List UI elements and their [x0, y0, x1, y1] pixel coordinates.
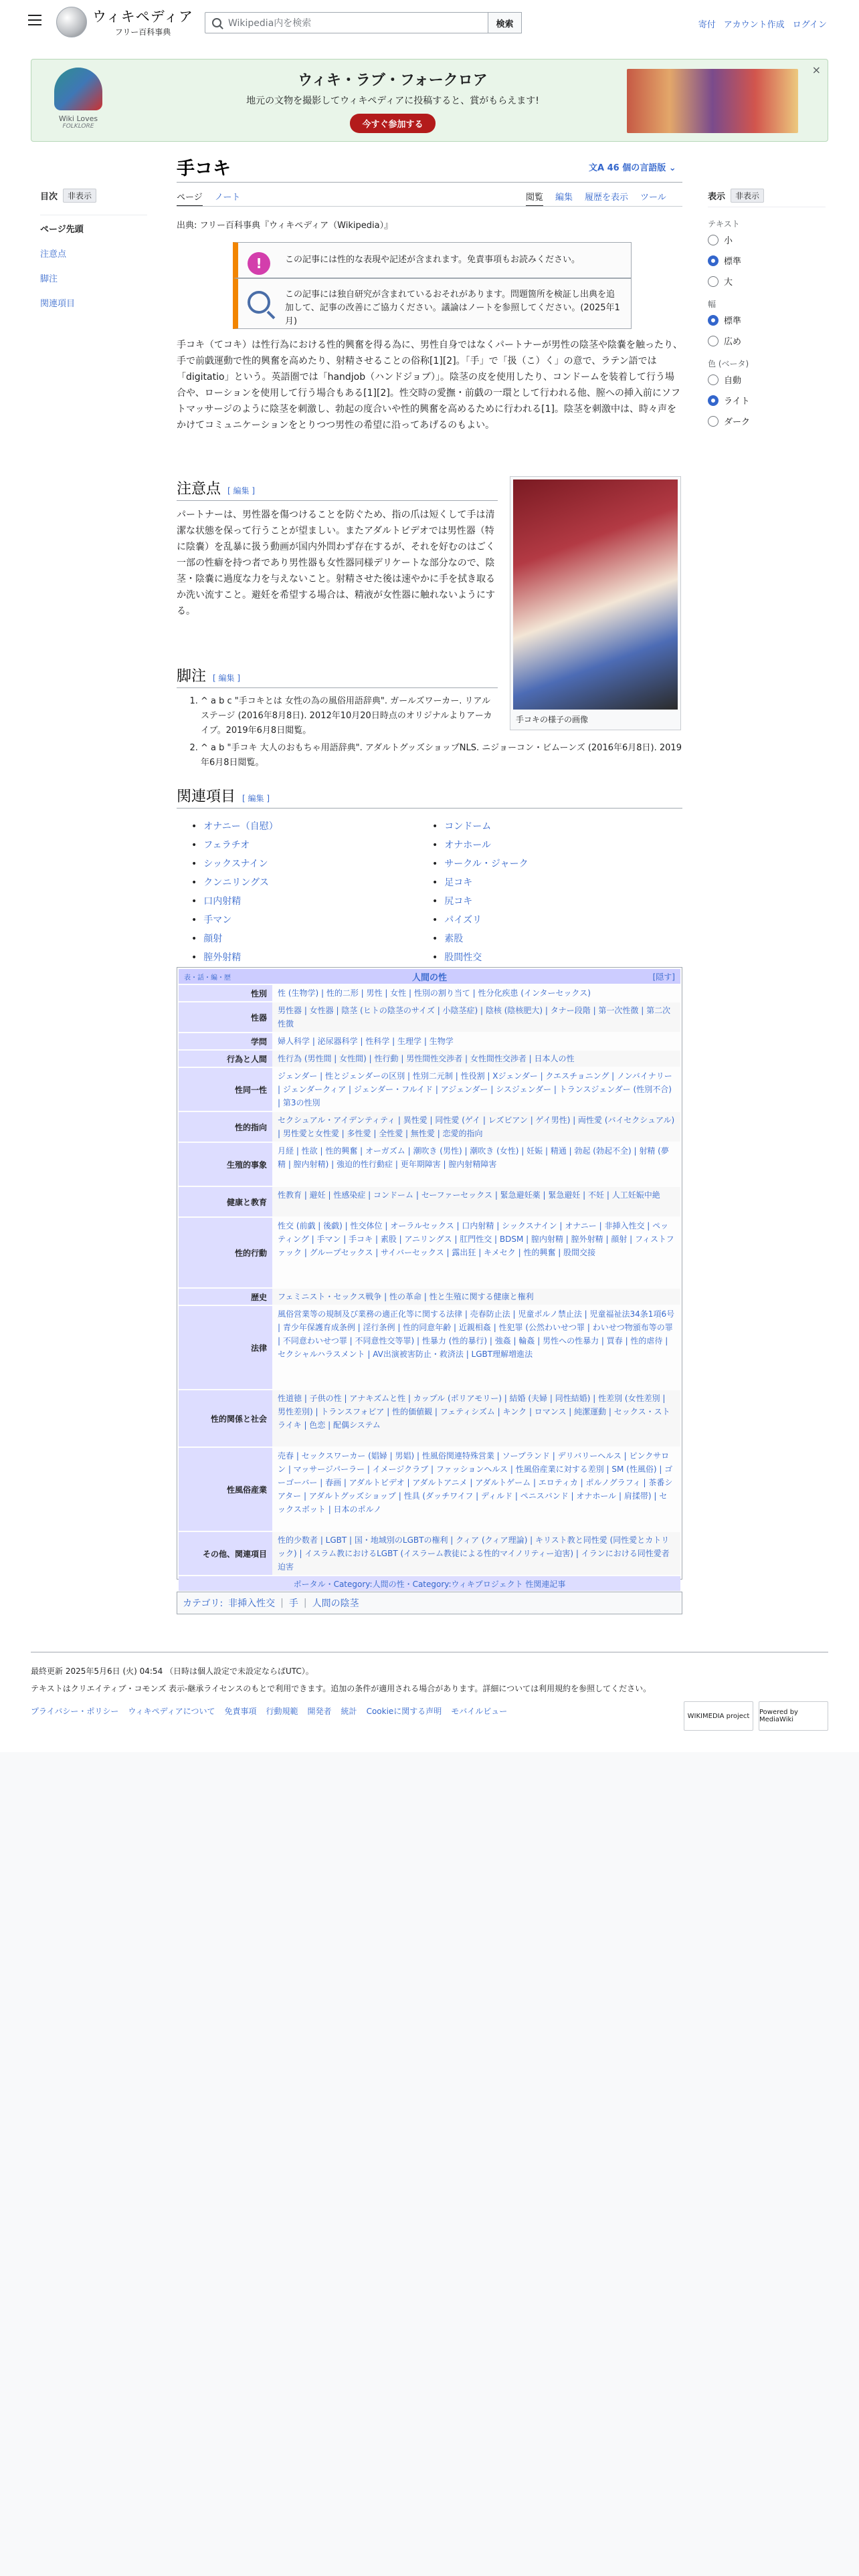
footer-link[interactable]: 開発者	[307, 1707, 332, 1716]
navbox-list[interactable]: 男性器 | 女性器 | 陰茎 (ヒトの陰茎のサイズ | 小陰茎症) | 陰核 (陰核肥大) | タナー段階 | 第一次性徴 | 第二次性徴	[272, 1002, 680, 1032]
article-figure	[510, 476, 681, 730]
footer-link[interactable]: 統計	[341, 1707, 357, 1716]
wikimedia-badge[interactable]: WIKIMEDIA project	[684, 1701, 753, 1731]
navbox-title[interactable]: 人間の性	[411, 972, 447, 983]
notice-original-research	[233, 278, 632, 329]
wlf-logo	[45, 68, 112, 134]
section-heading-references	[177, 665, 240, 685]
list-item[interactable]: • 尻コキ	[432, 892, 673, 911]
intro-paragraph: 手コキ（てコキ）は性行為における性的興奮を得る為に、男性自身ではなくパートナーが男性の陰茎や陰嚢を触ったり、手で前戯運動で性的興奮を高めたり、射精させることの俗称[1][2]。「手」で「扱（こ）く」の意で、ラテン語では「digitatio」という。英語圏では「handjob（ハンドジョブ）」。陰茎の皮を使用したり、コンドームを装着して行う場合や、ローションを使用して行う場合もある[1][2]。性交時の愛撫・前戯の一環として行われる他、膣への挿入前にソフトマッサージのように陰茎を刺激し、勃起の度合いや性的興奮を高めるために行われる[1]。陰茎を刺激中は、時々声をかけてコミュニケーションをとりつつ男性の希望に沿ってあげるのもよい。	[177, 340, 682, 431]
notes-divider	[177, 500, 498, 501]
create-account-link[interactable]: アカウント作成	[723, 20, 785, 30]
radio-label: ライト	[724, 397, 750, 407]
search-input[interactable]	[205, 12, 488, 33]
navbox-list[interactable]: 性交 (前戯 | 後戯) | 性交体位 | オーラルセックス | 口内射精 | シックスナイン | オナニー | 非挿入性交 | ペッティング | 手マン | 手コキ | 素股 | アニリングス | 肛門性交 | BDSM | 膣内射精 | 膣外射精 | 顔射 | フィストファック | グループセックス | サイバーセックス | 露出狂 | キメセク | 性的興奮 | 股間交接	[278, 1221, 674, 1257]
color-light[interactable]	[708, 394, 826, 407]
radio-label: 小	[724, 236, 733, 246]
site-logo[interactable]	[56, 6, 193, 37]
list-item[interactable]: • オナホール	[432, 836, 673, 855]
list-item[interactable]: • 顔射	[191, 930, 432, 948]
wlf-logo-sub: FOLKLORE	[62, 123, 94, 130]
footer-badges	[684, 1701, 828, 1731]
width-wide[interactable]	[708, 334, 826, 347]
tab-history[interactable]: 履歴を表示	[585, 193, 629, 203]
navbox-group: 歴史	[179, 1289, 272, 1305]
radio-label: 標準	[724, 316, 742, 326]
toc-item-related[interactable]: 関連項目	[40, 299, 76, 309]
reference-list	[201, 694, 682, 773]
list-item[interactable]: • 股間性交	[432, 948, 673, 967]
section-heading-notes	[177, 477, 255, 498]
navbox-group: 健康と教育	[179, 1187, 272, 1216]
color-label: 色 (ベータ)	[708, 359, 749, 368]
tab-read[interactable]: 閲覧	[526, 190, 543, 207]
width-label: 幅	[708, 300, 717, 309]
radio-label: 自動	[724, 376, 742, 386]
notice-sexual-content	[233, 242, 632, 278]
warning-icon: !	[248, 252, 270, 275]
radio-selected-icon	[708, 315, 719, 326]
search-icon	[212, 18, 221, 27]
references-divider	[177, 687, 498, 688]
radio-selected-icon	[708, 395, 719, 406]
footer-link[interactable]: Cookieに関する声明	[366, 1707, 442, 1716]
notice-sexual-text: この記事には性的な表現や記述が含まれます。免責事項もお読みください。	[285, 255, 580, 265]
tab-edit[interactable]: 編集	[555, 193, 573, 203]
navbox-list[interactable]: フェミニスト・セックス戦争 | 性の革命 | 性と生殖に関する健康と権利	[272, 1289, 680, 1305]
radio-icon	[708, 235, 719, 245]
wikipedia-globe-icon	[56, 7, 87, 37]
wlf-heart-icon	[54, 68, 102, 110]
footer-link[interactable]: ウィキペディアについて	[128, 1707, 215, 1716]
navbox-list[interactable]: 性 (生物学) | 性的二形 | 男性 | 女性 | 性別の割り当て | 性分化疾患 (インターセックス)	[278, 988, 591, 998]
category-item[interactable]: 人間の陰茎	[312, 1598, 359, 1609]
list-item[interactable]: • 足コキ	[432, 873, 673, 892]
reference-item: 2. ^ a b "手コキ 大人のおもちゃ用語辞典". アダルトグッズショップNLS. ニジョーコン・ビムーンズ (2016年6月8日). 2019年6月8日閲覧。	[201, 741, 682, 770]
navbox-vde-links[interactable]: 表・話・編・歴	[184, 974, 231, 982]
list-item[interactable]: • サークル・ジャーク	[432, 855, 673, 873]
navbox-group[interactable]: 性風俗産業	[179, 1448, 272, 1531]
navbox-title-bar	[179, 969, 680, 984]
text-size-standard[interactable]	[708, 254, 826, 267]
language-selector[interactable]: 文A 46 個の言語版 ⌄	[589, 163, 676, 173]
categories-label[interactable]: カテゴリ:	[183, 1598, 223, 1609]
toc-hide-button[interactable]: 非表示	[63, 189, 96, 203]
banner-join-button[interactable]: 今すぐ参加する	[350, 114, 435, 133]
navbox-list[interactable]: 売春 | セックスワーカー (娼婦 | 男娼) | 性風俗関連特殊営業 | ソープランド | デリバリーヘルス | ピンクサロン | マッサージパーラー | イメージクラブ | ファッションヘルス | 性風俗産業に対する差別 | SM (性風俗) | ゴーゴーバー | 春画 | アダルトビデオ | アダルトアニメ | アダルトゲーム | エロティカ | ポルノグラフィ | 茶番シアター | アダルトグッズショップ | 性具 (ダッチワイフ | ディルド | ペニスバンド | オナホール | 肩揉帯) | セックスボット | 日本のポルノ	[278, 1451, 673, 1514]
notes-heading-text: 注意点	[177, 481, 221, 498]
list-item[interactable]: • オナニー（自慰）	[191, 817, 432, 836]
navbox-list[interactable]: 性的少数者 | LGBT | 国・地域別のLGBTの権利 | クィア (クィア理論) | キリスト教と同性愛 (同性愛とカトリック) | イスラム教におけるLGBT (イスラーム教徒による性的マイノリティー迫害) | イランにおける同性愛者迫害	[272, 1532, 680, 1575]
menu-icon[interactable]	[28, 15, 41, 25]
banner-title: ウィキ・ラブ・フォークロア	[298, 72, 488, 89]
radio-icon	[708, 276, 719, 287]
navbox-group[interactable]: 性的指向	[179, 1112, 272, 1142]
color-auto[interactable]	[708, 373, 826, 386]
tabs-divider	[177, 206, 682, 207]
section-heading-related	[177, 785, 270, 806]
edit-section-link[interactable]: [ 編集 ]	[213, 673, 241, 683]
footer-link[interactable]: 行動規範	[266, 1707, 298, 1716]
navbox-list[interactable]: 婦人科学 | 泌尿器科学 | 性科学 | 生理学 | 生物学	[278, 1037, 454, 1046]
navbox-group[interactable]: 性器	[179, 1002, 272, 1032]
navbox-group[interactable]: 学問	[179, 1033, 272, 1049]
footer-links	[31, 1705, 507, 1717]
navbox-group[interactable]: 生殖的事象	[179, 1143, 272, 1186]
logo-title: ウィキペディア	[92, 9, 194, 25]
user-links	[698, 17, 827, 30]
list-item[interactable]: • 素股	[432, 930, 673, 948]
appearance-panel	[708, 189, 826, 435]
navbox-group: 性的関係と社会	[179, 1390, 272, 1446]
related-divider	[177, 808, 682, 809]
navbox-footer[interactable]: ポータル・Category:人間の性・Category:ウィキプロジェクト 性関連記事	[179, 1576, 680, 1591]
list-item[interactable]: • クンニリングス	[191, 873, 432, 892]
navbox-list[interactable]: セクシュアル・アイデンティティ | 異性愛 | 同性愛 (ゲイ | レズビアン | ゲイ男性) | 両性愛 (バイセクシュアル) | 男性愛と女性愛 | 多性愛 | 全性愛 | 無性愛 | 恋愛的指向	[272, 1112, 680, 1142]
color-dark[interactable]	[708, 415, 826, 427]
tab-page[interactable]: ページ	[177, 190, 203, 207]
list-item[interactable]: • シックスナイン	[191, 855, 432, 873]
text-size-large[interactable]	[708, 275, 826, 288]
appearance-hide-button[interactable]: 非表示	[731, 189, 764, 203]
navbox-list[interactable]: 風俗営業等の規制及び業務の適正化等に関する法律 | 売春防止法 | 児童ポルノ禁止法 | 児童福祉法34条1項6号 | 青少年保護育成条例 | 淫行条例 | 性的同意年齢 | 近親相姦 | 性犯罪 (公然わいせつ罪 | わいせつ物頒布等の罪 | 不同意わいせつ罪 | 不同意性交等罪) | 性暴力 (性的暴行) | 強姦 | 輪姦 | 男性への性暴力 | 買春 | 性的虐待 | セクシャルハラスメント | AV出演被害防止・救済法 | LGBT理解増進法	[278, 1309, 675, 1359]
references-heading-text: 脚注	[177, 668, 207, 685]
magnifier-icon	[248, 291, 270, 314]
radio-label: 標準	[724, 257, 742, 267]
logo-subtitle: フリー百科事典	[114, 27, 171, 37]
notes-paragraph: パートナーは、男性器を傷つけることを防ぐため、指の爪は短くして手は清潔な状態を保って行うことが望ましい。またアダルトビデオでは男性器（特に陰嚢）を乱暴に扱う動画が国内外問わず存在するが、それを好むのはごく一部の性癖を持つ者であり男性器も女性器同様デリケートな部分なので、陰茎・陰嚢に過度な力を与えないこと。射精させた後は速やかに手を拭き取るか洗い流すこと。避妊を希望する場合は、精液が女性器に触れないようにする。	[177, 510, 495, 617]
reference-item: 1. ^ a b c "手コキとは 女性の為の風俗用語辞典". ガールズワーカー. リアルステージ (2016年8月8日). 2012年10月20日時点のオリジナルよりアーカイブ。2019年6月8日閲覧。	[201, 694, 495, 738]
tab-talk[interactable]: ノート	[214, 193, 241, 203]
navbox-group[interactable]: 性別	[179, 985, 272, 1001]
list-item[interactable]: • パイズリ	[432, 911, 673, 930]
radio-label: 大	[724, 278, 733, 288]
login-link[interactable]: ログイン	[792, 20, 827, 30]
radio-label: 広め	[724, 337, 742, 347]
site-sub: 出典: フリー百科事典『ウィキペディア（Wikipedia）』	[177, 221, 393, 231]
width-standard[interactable]	[708, 314, 826, 326]
toc-item-references[interactable]: 脚注	[40, 274, 58, 284]
navbox-group[interactable]: 性同一性	[179, 1068, 272, 1111]
navbox-hide-button[interactable]: [隠す]	[652, 972, 675, 982]
site-header	[0, 0, 859, 44]
list-item[interactable]: • 膣外射精	[191, 948, 432, 967]
radio-icon	[708, 416, 719, 427]
mediawiki-badge[interactable]: Powered by MediaWiki	[759, 1701, 828, 1731]
donate-link[interactable]: 寄付	[698, 20, 716, 30]
category-links: カテゴリ: 非挿入性交 | 手 | 人間の陰茎	[177, 1592, 682, 1614]
edit-section-link[interactable]: [ 編集 ]	[242, 794, 270, 803]
text-size-small[interactable]	[708, 233, 826, 246]
radio-icon	[708, 374, 719, 385]
appearance-title: 表示	[708, 192, 726, 202]
table-of-contents	[40, 189, 147, 321]
navbox-list[interactable]: 性教育 | 避妊 | 性感染症 | コンドーム | セーファーセックス | 緊急避妊薬 | 緊急避妊 | 不妊 | 人工妊娠中絶	[272, 1187, 680, 1216]
navbox-group: 性的行動	[179, 1218, 272, 1287]
radio-selected-icon	[708, 255, 719, 266]
category-item[interactable]: 非挿入性交	[228, 1598, 276, 1609]
article-image[interactable]	[513, 479, 678, 710]
navbox-list[interactable]: 性行為 (男性間 | 女性間) | 性行動 | 男性間性交渉者 | 女性間性交渉者 | 日本人の性	[272, 1051, 680, 1067]
view-tabs	[526, 190, 666, 207]
radio-icon	[708, 336, 719, 346]
toc-item-top[interactable]: ページ先頭	[40, 225, 84, 235]
tab-tools[interactable]: ツール	[640, 193, 666, 203]
namespace-tabs	[177, 190, 240, 207]
list-item[interactable]: • フェラチオ	[191, 836, 432, 855]
wlf-logo-text: Wiki Loves	[58, 114, 98, 123]
footer-link[interactable]: プライバシー・ポリシー	[31, 1707, 119, 1716]
related-heading-text: 関連項目	[177, 788, 236, 805]
toc-title: 目次	[40, 192, 58, 202]
figure-caption: 手コキの様子の画像	[516, 715, 589, 724]
search-button[interactable]: 検索	[488, 12, 522, 33]
banner-photo-collage	[627, 69, 798, 133]
navbox-group: その他、関連項目	[179, 1532, 272, 1575]
navbox-group: 行為と人間	[179, 1051, 272, 1067]
navbox-list[interactable]: 月経 | 性欲 | 性的興奮 | オーガズム | 潮吹き (男性) | 潮吹き (女性) | 妊娠 | 精通 | 勃起 (勃起不全) | 射精 (夢精 | 膣内射精) | 強迫的性行動症 | 更年期障害 | 膣内射精障害	[278, 1146, 669, 1169]
text-size-label: テキスト	[708, 219, 740, 229]
navbox-group: 法律	[179, 1306, 272, 1389]
navbox-human-sexuality	[177, 967, 682, 1589]
campaign-banner	[31, 59, 828, 142]
navbox-list[interactable]: 性道徳 | 子供の性 | アナキズムと性 | カップル (ポリアモリー) | 結婚 (夫婦 | 同性結婚) | 性差別 (女性差別 | 男性差別) | トランスフォビア | 性的価値観 | フェティシズム | キンク | ロマンス | 純潔運動 | セックス・ストライキ | 色恋 | 配偶システム	[272, 1390, 680, 1446]
category-item[interactable]: 手	[288, 1598, 298, 1609]
language-count: 46 個の言語版	[607, 163, 666, 173]
toc-item-notes[interactable]: 注意点	[40, 249, 67, 259]
radio-label: ダーク	[724, 417, 751, 427]
close-icon[interactable]: ×	[812, 64, 821, 76]
title-divider	[177, 182, 682, 183]
related-list	[191, 817, 673, 967]
page-title: 手コキ	[177, 158, 231, 179]
search-form	[205, 12, 522, 33]
search-placeholder: Wikipedia内を検索	[228, 18, 312, 29]
notice-research-text: この記事には独自研究が含まれているおそれがあります。問題箇所を検証し出典を追加して、記事の改善にご協力ください。議論はノートを参照してください。(2025年1月)	[285, 290, 620, 326]
footer-link[interactable]: モバイルビュー	[451, 1707, 508, 1716]
edit-section-link[interactable]: [ 編集 ]	[227, 486, 256, 496]
last-modified: 最終更新 2025年5月6日 (火) 04:54 （日時は個人設定で未設定ならばUTC）。	[31, 1667, 314, 1676]
list-item[interactable]: • 口内射精	[191, 892, 432, 911]
license-text: テキストはクリエイティブ・コモンズ 表示-継承ライセンスのもとで利用できます。追加の条件が適用される場合があります。詳細については利用規約を参照してください。	[31, 1684, 652, 1693]
footer-link[interactable]: 免責事項	[224, 1707, 257, 1716]
list-item[interactable]: • 手マン	[191, 911, 432, 930]
page-background	[0, 1752, 859, 2576]
list-item[interactable]: • コンドーム	[432, 817, 673, 836]
banner-description: 地元の文物を撮影してウィキペディアに投稿すると、賞がもらえます!	[246, 96, 539, 106]
navbox-list[interactable]: ジェンダー | 性とジェンダーの区別 | 性別二元制 | 性役割 | Xジェンダー | クエスチョニング | ノンバイナリー | ジェンダークィア | ジェンダー・フルイド | アジェンダー | シスジェンダー | トランスジェンダー (性別不合) | 第3の性別	[278, 1071, 672, 1107]
